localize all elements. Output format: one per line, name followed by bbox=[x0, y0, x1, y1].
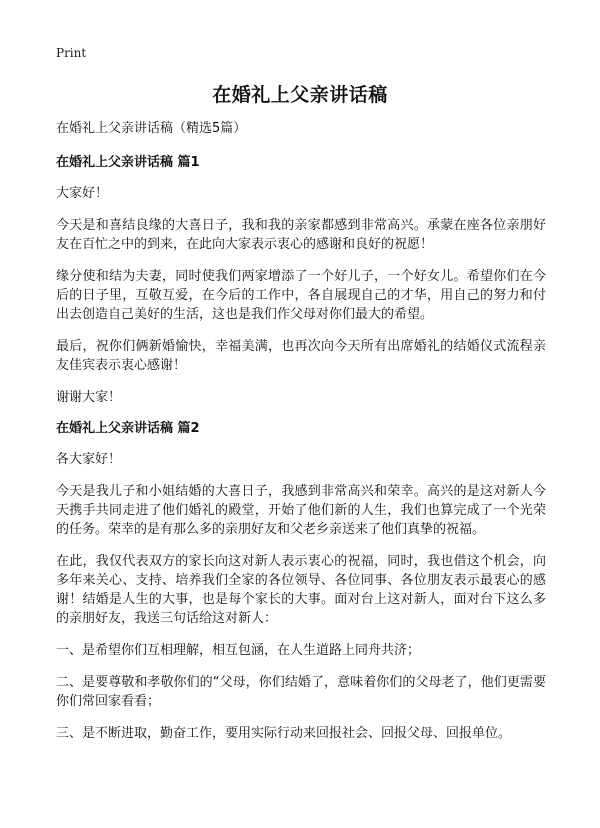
paragraph: 二、是要尊敬和孝敬你们的“父母，你们结婚了，意味着你们的父母老了，他们更需要你们常回家看看； bbox=[56, 675, 546, 709]
paragraph: 缘分使和结为夫妻，同时使我们两家增添了一个好儿子，一个好女儿。希望你们在今后的日子里，互敬互爱，在今后的工作中，各自展现自己的才华，用自己的努力和付出去创造自己美好的生活，这也是我们作父母对你们最大的希望。 bbox=[56, 269, 546, 322]
document-subtitle: 在婚礼上父亲讲话稿（精选5篇） bbox=[56, 121, 247, 136]
paragraph: 在此，我仅代表双方的家长向这对新人表示衷心的祝福，同时，我也借这个机会，向多年来关心、支持、培养我们全家的各位领导、各位同事、各位朋友表示最衷心的感谢！结婚是人生的大事，也是每个家长的大事。面对台上这对新人，面对台下这么多的亲朋好友，我送三句话给这对新人： bbox=[56, 554, 546, 626]
paragraph: 大家好！ bbox=[56, 186, 109, 201]
paragraph: 一、是希望你们互相理解，相互包涵，在人生道路上同舟共济； bbox=[56, 643, 421, 658]
paragraph: 三、是不断进取，勤奋工作，要用实际行动来回报社会、回报父母、回报单位。 bbox=[56, 726, 512, 741]
paragraph: 各大家好！ bbox=[56, 452, 122, 467]
print-link[interactable]: Print bbox=[56, 46, 87, 60]
paragraph: 最后，祝你们俩新婚愉快，幸福美满，也再次向今天所有出席婚礼的结婚仪式流程亲友佳宾表示衷心感谢！ bbox=[56, 339, 546, 373]
paragraph: 今天是我儿子和小姐结婚的大喜日子，我感到非常高兴和荣幸。高兴的是这对新人今天携手共同走进了他们婚礼的殿堂，开始了他们新的人生，我们也算完成了一个光荣的任务。荣幸的是有那么多的亲朋好友和父老乡亲送来了他们真挚的祝福。 bbox=[56, 484, 546, 537]
paragraph: 今天是和喜结良缘的大喜日子，我和我的亲家都感到非常高兴。承蒙在座各位亲朋好友在百忙之中的到来，在此向大家表示衷心的感谢和良好的祝愿！ bbox=[56, 218, 546, 252]
document-body bbox=[56, 120, 546, 756]
page-title: 在婚礼上父亲讲话稿 bbox=[212, 84, 388, 106]
section-heading: 在婚礼上父亲讲话稿 篇2 bbox=[56, 421, 200, 436]
paragraph: 谢谢大家！ bbox=[56, 390, 122, 405]
section-heading: 在婚礼上父亲讲话稿 篇1 bbox=[56, 155, 200, 170]
section-1 bbox=[56, 154, 546, 407]
section-2 bbox=[56, 420, 546, 743]
